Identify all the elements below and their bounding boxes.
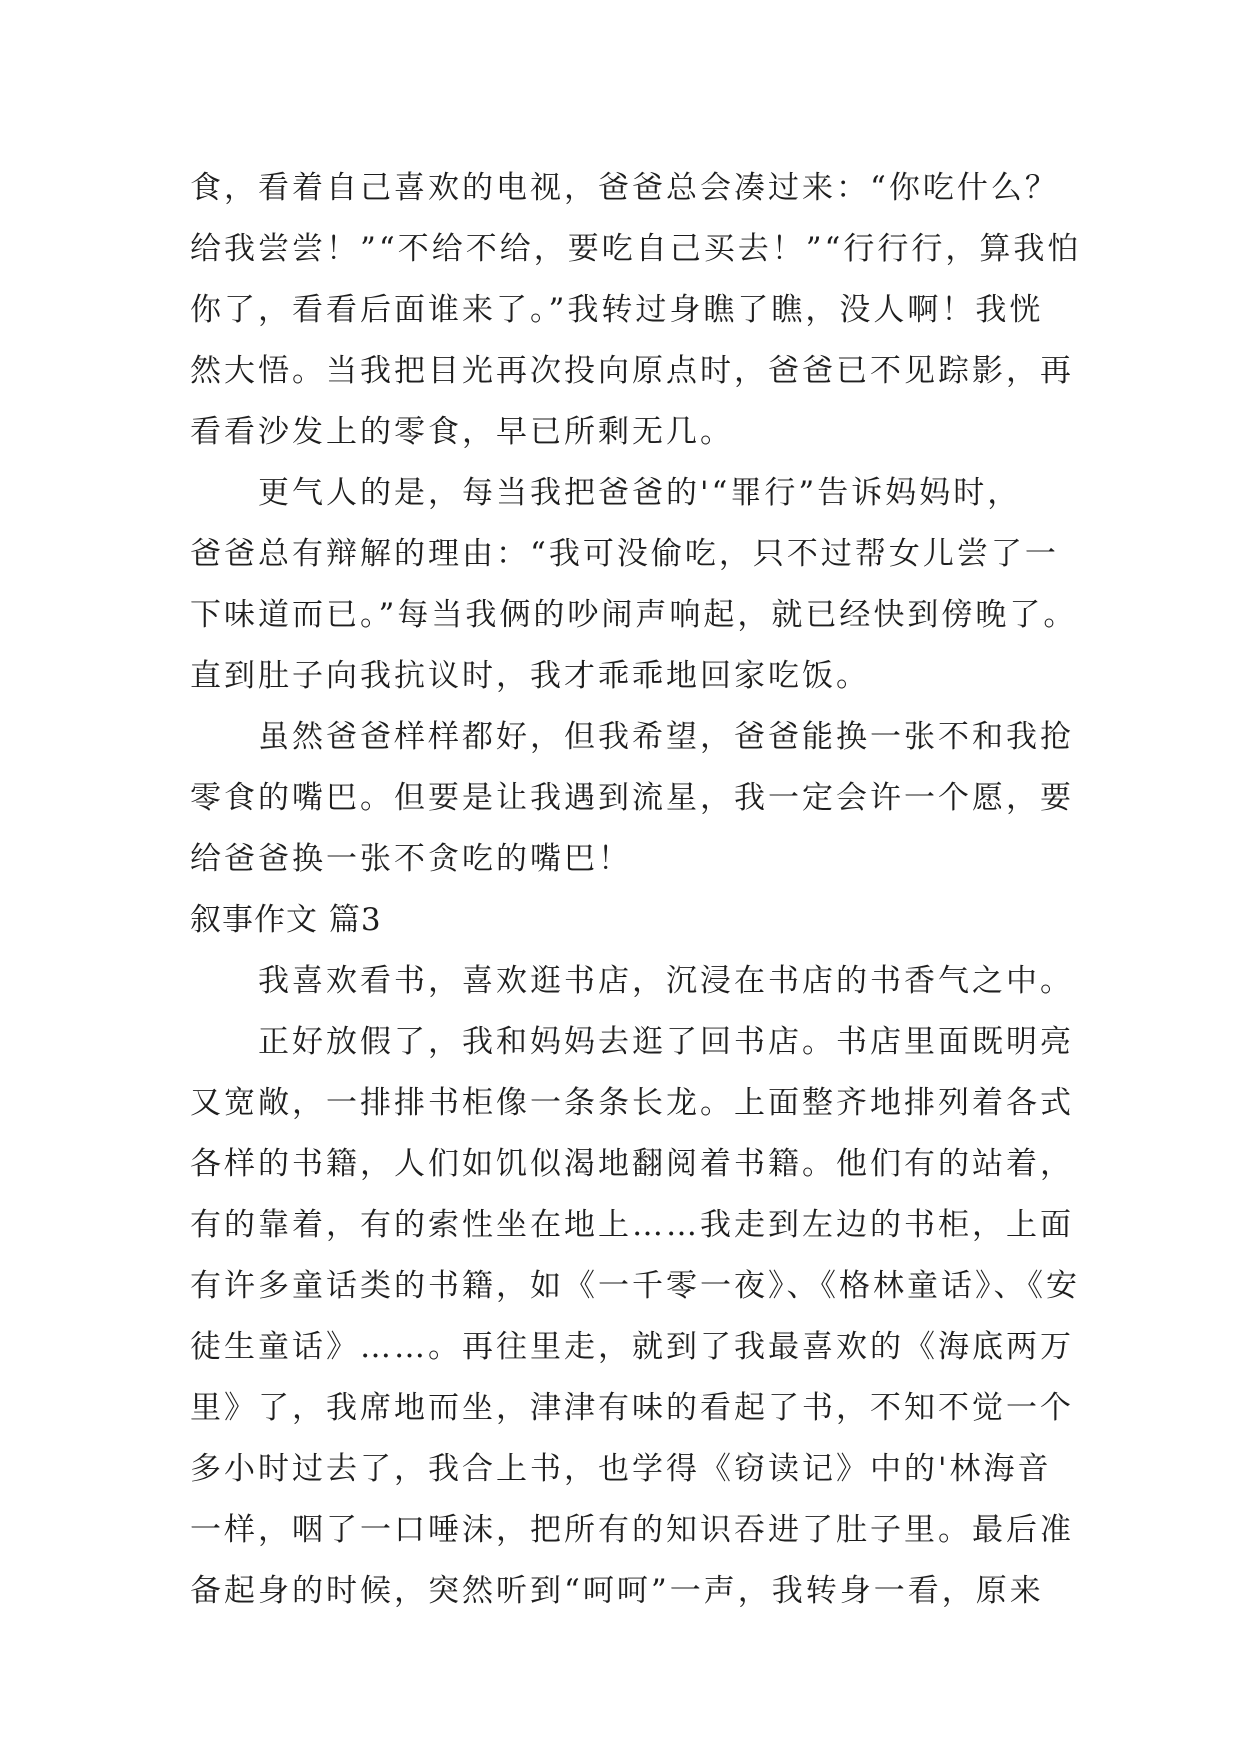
text-line: 各样的书籍，人们如饥似渴地翻阅着书籍。他们有的站着， (190, 1146, 1074, 1182)
document-body (190, 158, 1090, 1622)
paragraph (190, 158, 1090, 463)
text-line: 然大悟。当我把目光再次投向原点时，爸爸已不见踪影，再 (190, 353, 1074, 389)
text-line: 你了，看看后面谁来了。”我转过身瞧了瞧，没人啊！我恍 (190, 292, 1044, 328)
text-line: 食，看着自己喜欢的电视，爸爸总会凑过来：“你吃什么？ (190, 170, 1059, 206)
text-line: 给我尝尝！”“不给不给，要吃自己买去！”“行行行，算我怕 (190, 231, 1082, 267)
paragraph (190, 1012, 1090, 1622)
text-line: 正好放假了，我和妈妈去逛了回书店。书店里面既明亮 (258, 1024, 1074, 1060)
text-line: 徒生童话》……。再往里走，就到了我最喜欢的《海底两万 (190, 1329, 1074, 1365)
paragraph (190, 707, 1090, 890)
text-line: 里》了，我席地而坐，津津有味的看起了书，不知不觉一个 (190, 1390, 1074, 1426)
text-line: 一样，咽了一口唾沫，把所有的知识吞进了肚子里。最后准 (190, 1512, 1074, 1548)
text-line: 有许多童话类的书籍，如《一千零一夜》、《格林童话》、《安 (190, 1268, 1080, 1304)
text-line: 直到肚子向我抗议时，我才乖乖地回家吃饭。 (190, 658, 870, 694)
text-line: 爸爸总有辩解的理由：“我可没偷吃，只不过帮女儿尝了一 (190, 536, 1059, 572)
text-line: 有的靠着，有的索性坐在地上……我走到左边的书柜，上面 (190, 1207, 1074, 1243)
text-line: 备起身的时候，突然听到“呵呵”一声，我转身一看，原来 (190, 1573, 1044, 1609)
text-line: 给爸爸换一张不贪吃的嘴巴！ (190, 841, 632, 877)
paragraph (190, 463, 1090, 707)
section-heading: 叙事作文 篇3 (190, 902, 382, 938)
text-line: 多小时过去了，我合上书，也学得《窃读记》中的'林海音 (190, 1451, 1052, 1487)
text-line: 虽然爸爸样样都好，但我希望，爸爸能换一张不和我抢 (258, 719, 1074, 755)
text-line: 又宽敞，一排排书柜像一条条长龙。上面整齐地排列着各式 (190, 1085, 1074, 1121)
paragraph (190, 951, 1090, 1012)
text-line: 下味道而已。”每当我俩的吵闹声响起，就已经快到傍晚了。 (190, 597, 1078, 633)
text-line: 更气人的是，每当我把爸爸的'“罪行”告诉妈妈时， (258, 475, 1022, 511)
text-line: 我喜欢看书，喜欢逛书店，沉浸在书店的书香气之中。 (258, 963, 1074, 999)
text-line: 零食的嘴巴。但要是让我遇到流星，我一定会许一个愿，要 (190, 780, 1074, 816)
text-line: 看看沙发上的零食，早已所剩无几。 (190, 414, 734, 450)
